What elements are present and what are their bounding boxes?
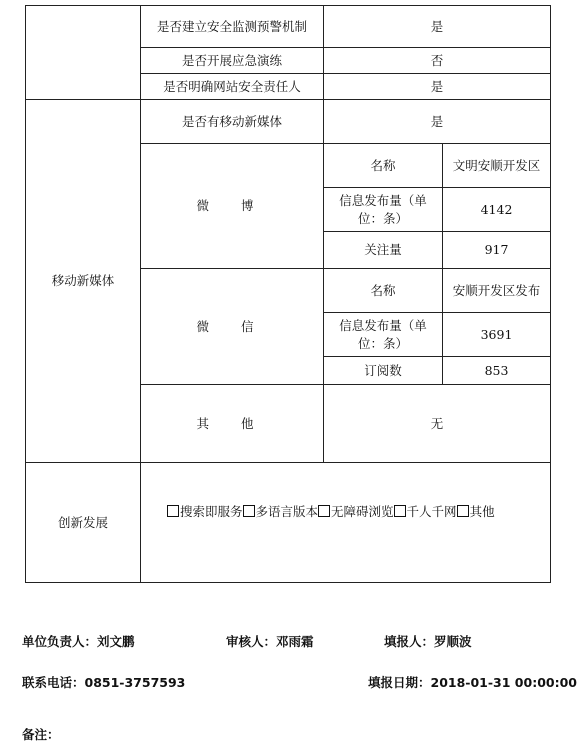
checkbox-icon[interactable] <box>318 505 330 517</box>
innovation-section-label: 创新发展 <box>26 463 141 583</box>
report-table <box>25 5 551 583</box>
checkbox-icon[interactable] <box>243 505 255 517</box>
site-responsible-label: 是否明确网站安全责任人 <box>141 74 324 100</box>
option-personalized-sites[interactable]: 千人千网 <box>394 504 457 519</box>
fill-date: 填报日期：2018-01-31 00:00:00 <box>368 675 577 690</box>
wechat-posts-value: 3691 <box>443 313 551 357</box>
wechat-subscribers-label: 订阅数 <box>324 357 443 385</box>
wechat-posts-label: 信息发布量（单位：条） <box>324 313 443 357</box>
other-label: 其 他 <box>141 385 324 463</box>
contact-phone: 联系电话：0851-3757593 <box>22 675 186 690</box>
has-mobile-media-value: 是 <box>324 100 551 144</box>
weibo-name-value: 文明安顺开发区 <box>443 144 551 188</box>
weibo-posts-label: 信息发布量（单位：条） <box>324 188 443 232</box>
unit-head: 单位负责人：刘文鹏 <box>22 634 135 649</box>
has-mobile-media-label: 是否有移动新媒体 <box>141 100 324 144</box>
innovation-options <box>141 463 551 583</box>
wechat-name-label: 名称 <box>324 269 443 313</box>
emergency-drill-label: 是否开展应急演练 <box>141 48 324 74</box>
checkbox-icon[interactable] <box>167 505 179 517</box>
remarks-label: 备注： <box>22 727 60 742</box>
emergency-drill-value: 否 <box>324 48 551 74</box>
wechat-name-value: 安顺开发区发布 <box>443 269 551 313</box>
weibo-label: 微 博 <box>141 144 324 269</box>
other-value: 无 <box>324 385 551 463</box>
wechat-label: 微 信 <box>141 269 324 385</box>
wechat-subscribers-value: 853 <box>443 357 551 385</box>
option-other[interactable]: 其他 <box>457 504 495 519</box>
option-search-as-service[interactable]: 搜索即服务 <box>167 504 243 519</box>
checkbox-icon[interactable] <box>457 505 469 517</box>
site-responsible-value: 是 <box>324 74 551 100</box>
option-accessibility[interactable]: 无障碍浏览 <box>318 504 394 519</box>
blank-section-cell <box>26 6 141 100</box>
early-warning-label: 是否建立安全监测预警机制 <box>141 6 324 48</box>
weibo-followers-value: 917 <box>443 232 551 269</box>
weibo-followers-label: 关注量 <box>324 232 443 269</box>
early-warning-value: 是 <box>324 6 551 48</box>
filler: 填报人：罗顺波 <box>384 634 472 649</box>
option-multilingual[interactable]: 多语言版本 <box>243 504 319 519</box>
checkbox-icon[interactable] <box>394 505 406 517</box>
mobile-media-section-label: 移动新媒体 <box>26 100 141 463</box>
weibo-posts-value: 4142 <box>443 188 551 232</box>
reviewer: 审核人：邓雨霜 <box>226 634 314 649</box>
weibo-name-label: 名称 <box>324 144 443 188</box>
